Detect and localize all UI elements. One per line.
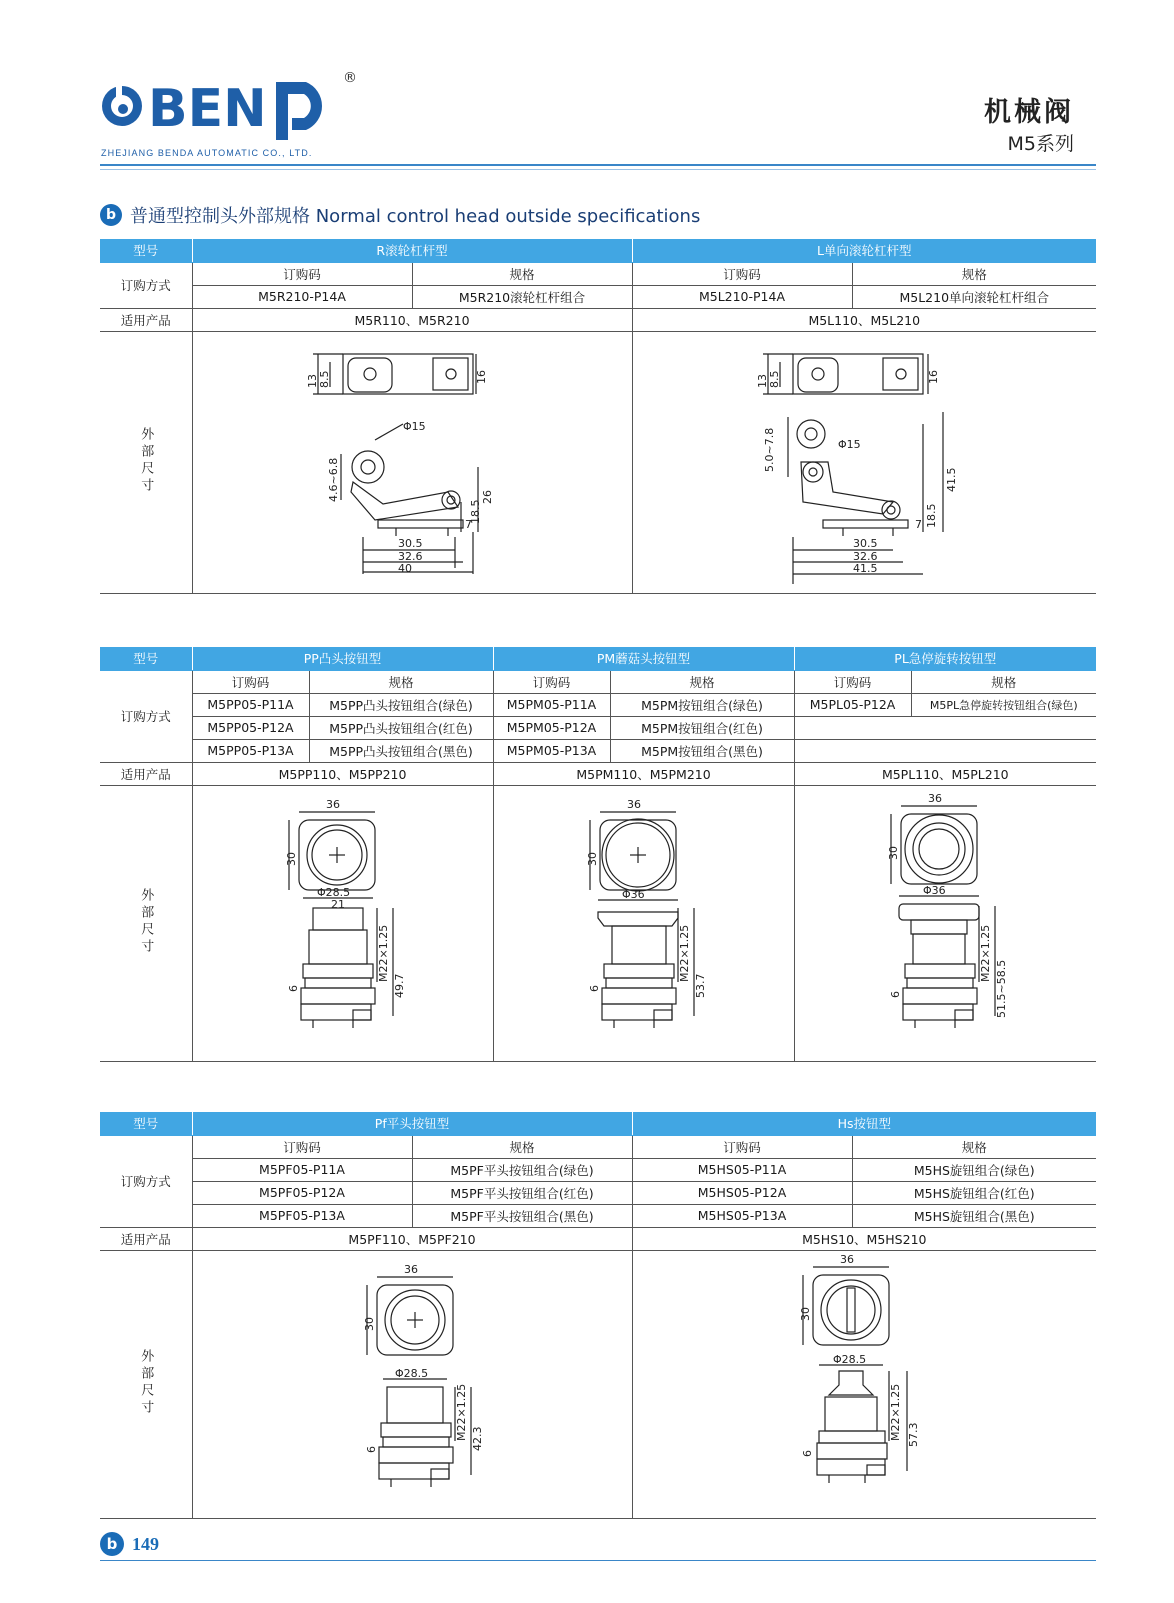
spec-text: M5PM按钮组合(红色) xyxy=(610,716,794,739)
dim-label: Φ28.5 xyxy=(394,1366,428,1380)
type-header: Pf平头按钮型 xyxy=(192,1112,632,1135)
dim-label: Φ36 xyxy=(621,887,645,901)
spec-text: M5L210单向滚轮杠杆组合 xyxy=(852,285,1096,308)
spec-text: M5PP凸头按钮组合(绿色) xyxy=(309,693,493,716)
dim-label: 8.5 xyxy=(317,370,331,388)
order-code: M5PM05-P13A xyxy=(493,739,610,762)
dim-label: 36 xyxy=(840,1252,855,1266)
table-row xyxy=(100,1158,1096,1181)
footer-divider xyxy=(100,1560,1096,1561)
spec-table-lever xyxy=(100,239,1096,594)
spec-text: M5PF平头按钮组合(绿色) xyxy=(412,1158,632,1181)
product-label: 适用产品 xyxy=(100,308,192,331)
drawing-l-lever xyxy=(632,331,1096,593)
order-code: M5R210-P14A xyxy=(192,285,412,308)
col-header: 规格 xyxy=(852,262,1096,285)
col-header: 订购码 xyxy=(192,262,412,285)
company-name: ZHEJIANG BENDA AUTOMATIC CO., LTD. xyxy=(101,148,313,158)
col-header: 订购码 xyxy=(192,1135,412,1158)
dim-label: 18.5 xyxy=(468,499,482,524)
spec-text: M5PF平头按钮组合(黑色) xyxy=(412,1204,632,1227)
type-header: PM蘑菇头按钮型 xyxy=(493,647,794,670)
dim-label: 6 xyxy=(801,1449,815,1457)
l-lever-drawing xyxy=(633,332,1095,590)
brand-logo xyxy=(100,70,370,164)
dim-label: 53.7 xyxy=(693,973,707,998)
order-code: M5PF05-P11A xyxy=(192,1158,412,1181)
section-title xyxy=(100,202,700,228)
dim-label: 8.5 xyxy=(768,370,782,388)
svg-text:BEN: BEN xyxy=(148,79,267,139)
product-models: M5PP110、M5PP210 xyxy=(192,762,493,785)
spec-text: M5R210滚轮杠杆组合 xyxy=(412,285,632,308)
dim-label: 7 xyxy=(464,517,472,531)
dim-label: 41.5 xyxy=(853,561,878,575)
model-label: 型号 xyxy=(100,1112,192,1135)
col-header: 规格 xyxy=(852,1135,1096,1158)
dim-label: Φ28.5 xyxy=(316,885,350,899)
dim-label: 30 xyxy=(362,1316,376,1331)
spec-table-buttons xyxy=(100,647,1096,1062)
dim-label: 36 xyxy=(626,797,641,811)
page-number-text: 149 xyxy=(132,1533,159,1554)
dim-label: 30.5 xyxy=(853,536,878,550)
table-row xyxy=(100,1204,1096,1227)
order-code: M5HS05-P11A xyxy=(632,1158,852,1181)
product-models: M5L110、M5L210 xyxy=(632,308,1096,331)
dim-label: 57.3 xyxy=(907,1422,921,1447)
dims-label xyxy=(100,331,192,593)
spec-text: M5PM按钮组合(黑色) xyxy=(610,739,794,762)
dim-label: 16 xyxy=(927,369,941,384)
registered-mark: ® xyxy=(343,70,357,86)
product-models: M5PF110、M5PF210 xyxy=(192,1227,632,1250)
drawing-pp xyxy=(192,785,493,1061)
dim-label: M22×1.25 xyxy=(454,1383,468,1441)
dim-label: 32.6 xyxy=(853,549,878,563)
hs-button-drawing xyxy=(633,1251,1095,1515)
dim-label: 40 xyxy=(397,561,412,575)
dim-label: 21 xyxy=(330,897,345,911)
dim-label: 36 xyxy=(403,1262,418,1276)
dim-label: 49.7 xyxy=(392,973,406,998)
pf-button-drawing xyxy=(193,1251,633,1515)
dim-label: 6 xyxy=(889,990,903,998)
dim-label: 26 xyxy=(480,489,494,504)
drawing-hs xyxy=(632,1250,1096,1518)
empty-cell xyxy=(794,739,1096,762)
section-bullet-icon: b xyxy=(100,204,122,226)
dim-label: 32.6 xyxy=(397,549,422,563)
type-header: PP凸头按钮型 xyxy=(192,647,493,670)
dim-label: 30 xyxy=(887,845,901,860)
section-title-text: 普通型控制头外部规格 Normal control head outside specifications xyxy=(130,206,701,227)
col-header: 规格 xyxy=(610,670,794,693)
header-divider xyxy=(100,164,1096,166)
header-divider-thin xyxy=(100,169,1096,170)
order-code: M5PP05-P13A xyxy=(192,739,309,762)
pm-button-drawing xyxy=(494,786,794,1058)
order-code: M5PL05-P12A xyxy=(794,693,911,716)
order-label: 订购方式 xyxy=(100,262,192,308)
product-label: 适用产品 xyxy=(100,762,192,785)
dim-label: 36 xyxy=(928,791,943,805)
order-label: 订购方式 xyxy=(100,1135,192,1227)
dim-label: Φ15 xyxy=(838,437,861,451)
col-header: 规格 xyxy=(911,670,1096,693)
dim-label: M22×1.25 xyxy=(376,924,390,982)
spec-text: M5HS旋钮组合(黑色) xyxy=(852,1204,1096,1227)
dims-label xyxy=(100,785,192,1061)
drawing-pm xyxy=(493,785,794,1061)
spec-text: M5PL急停旋转按钮组合(绿色) xyxy=(911,693,1096,716)
col-header: 订购码 xyxy=(493,670,610,693)
col-header: 规格 xyxy=(309,670,493,693)
page-number xyxy=(100,1532,159,1556)
dim-label: 18.5 xyxy=(925,503,939,528)
dim-label: 7 xyxy=(915,517,923,531)
dims-label-text: 外部尺寸 xyxy=(138,1348,154,1417)
dim-label: M22×1.25 xyxy=(979,924,993,982)
spec-text: M5HS旋钮组合(红色) xyxy=(852,1181,1096,1204)
order-label: 订购方式 xyxy=(100,670,192,762)
dim-label: 30 xyxy=(799,1306,813,1321)
dims-label xyxy=(100,1250,192,1518)
empty-cell xyxy=(794,716,1096,739)
dim-label: 16 xyxy=(474,369,488,384)
category-title: 机械阀 xyxy=(984,97,1074,128)
dims-label-text: 外部尺寸 xyxy=(138,426,154,495)
dim-label: 5.0~7.8 xyxy=(763,427,777,472)
obend-logo-icon xyxy=(100,74,350,144)
table-row xyxy=(100,716,1096,739)
dim-label: M22×1.25 xyxy=(677,924,691,982)
dim-label: 6 xyxy=(286,984,300,992)
header-right xyxy=(984,90,1074,156)
order-code: M5PF05-P12A xyxy=(192,1181,412,1204)
product-models: M5PL110、M5PL210 xyxy=(794,762,1096,785)
pp-button-drawing xyxy=(193,786,493,1058)
spec-text: M5PP凸头按钮组合(红色) xyxy=(309,716,493,739)
dim-label: 42.3 xyxy=(470,1426,484,1451)
dim-label: 30 xyxy=(284,851,298,866)
dim-label: Φ28.5 xyxy=(833,1352,867,1366)
series-title: M5系列 xyxy=(1007,133,1074,155)
col-header: 规格 xyxy=(412,1135,632,1158)
dim-label: 36 xyxy=(325,797,340,811)
col-header: 订购码 xyxy=(632,262,852,285)
type-header: L单向滚轮杠杆型 xyxy=(632,239,1096,262)
dim-label: 4.6~6.8 xyxy=(326,457,340,502)
order-code: M5PP05-P12A xyxy=(192,716,309,739)
col-header: 订购码 xyxy=(192,670,309,693)
order-code: M5PM05-P12A xyxy=(493,716,610,739)
drawing-pf xyxy=(192,1250,632,1518)
order-code: M5HS05-P13A xyxy=(632,1204,852,1227)
table-row xyxy=(100,285,1096,308)
dims-label-text: 外部尺寸 xyxy=(138,887,154,956)
model-label: 型号 xyxy=(100,647,192,670)
col-header: 规格 xyxy=(412,262,632,285)
order-code: M5HS05-P12A xyxy=(632,1181,852,1204)
dim-label: M22×1.25 xyxy=(889,1383,903,1441)
r-lever-drawing xyxy=(193,332,633,590)
order-code: M5L210-P14A xyxy=(632,285,852,308)
spec-text: M5PP凸头按钮组合(黑色) xyxy=(309,739,493,762)
col-header: 订购码 xyxy=(794,670,911,693)
order-code: M5PP05-P11A xyxy=(192,693,309,716)
product-models: M5R110、M5R210 xyxy=(192,308,632,331)
pl-button-drawing xyxy=(795,786,1095,1058)
spec-table-flat-rotary xyxy=(100,1112,1096,1519)
model-label: 型号 xyxy=(100,239,192,262)
drawing-r-lever xyxy=(192,331,632,593)
dim-label: 6 xyxy=(587,984,601,992)
spec-text: M5HS旋钮组合(绿色) xyxy=(852,1158,1096,1181)
spec-text: M5PM按钮组合(绿色) xyxy=(610,693,794,716)
spec-text: M5PF平头按钮组合(红色) xyxy=(412,1181,632,1204)
dim-label: 30 xyxy=(585,851,599,866)
table-row xyxy=(100,693,1096,716)
type-header: Hs按钮型 xyxy=(632,1112,1096,1135)
type-header: PL急停旋转按钮型 xyxy=(794,647,1096,670)
page-bullet-icon: b xyxy=(100,1532,124,1556)
product-models: M5HS10、M5HS210 xyxy=(632,1227,1096,1250)
dim-label: Φ15 xyxy=(402,419,426,433)
col-header: 订购码 xyxy=(632,1135,852,1158)
dim-label: 6 xyxy=(364,1445,378,1453)
dim-label: 51.5~58.5 xyxy=(995,959,1009,1018)
product-label: 适用产品 xyxy=(100,1227,192,1250)
order-code: M5PF05-P13A xyxy=(192,1204,412,1227)
dim-label: 30.5 xyxy=(397,536,422,550)
table-row xyxy=(100,739,1096,762)
drawing-pl xyxy=(794,785,1096,1061)
order-code: M5PM05-P11A xyxy=(493,693,610,716)
dim-label: 41.5 xyxy=(945,467,959,492)
dim-label: 13 xyxy=(756,373,770,388)
dim-label: 13 xyxy=(305,373,319,388)
dim-label: Φ36 xyxy=(923,883,946,897)
type-header: R滚轮杠杆型 xyxy=(192,239,632,262)
table-row xyxy=(100,1181,1096,1204)
product-models: M5PM110、M5PM210 xyxy=(493,762,794,785)
